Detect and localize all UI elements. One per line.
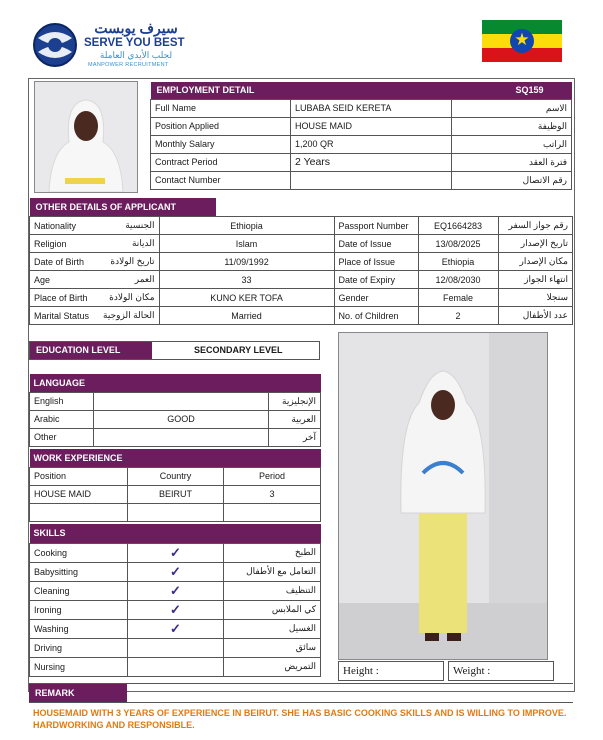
row-label: Contact Number [151, 171, 291, 189]
work-title: WORK EXPERIENCE [30, 449, 321, 467]
contract-value: 2 Years [291, 153, 452, 171]
row-label: Date of Expiry [334, 271, 418, 289]
skills-table [29, 524, 321, 677]
row-label-ar: آخر [269, 428, 321, 446]
skill-label-ar: الطبخ [224, 543, 321, 562]
employment-row [151, 99, 572, 117]
language-row [30, 410, 321, 428]
portrait-figure-icon [35, 82, 137, 192]
row-label: Contract Period [151, 153, 291, 171]
skill-label-ar: التنظيف [224, 581, 321, 600]
row-label-ar: عدد الأطفال [498, 307, 572, 325]
row-label-ar: الحالة الزوجية [93, 307, 159, 325]
row-label-ar: تاريخ الإصدار [498, 235, 572, 253]
skill-row [30, 543, 321, 562]
row-label-ar: العمر [93, 271, 159, 289]
check-icon [128, 638, 224, 657]
check-icon [128, 657, 224, 676]
column-header: Period [224, 467, 321, 485]
row-label: Passport Number [334, 217, 418, 235]
skills-title: SKILLS [30, 524, 321, 543]
row-label-ar: الإنجليزية [269, 392, 321, 410]
age-value: 33 [159, 271, 334, 289]
skill-label-ar: التمريض [224, 657, 321, 676]
other-language-value [94, 428, 269, 446]
education-value: SECONDARY LEVEL [194, 345, 283, 355]
issue-place-value: Ethiopia [418, 253, 498, 271]
row-label-ar: الوظيفة [452, 117, 572, 135]
other-row [30, 307, 573, 325]
education-label: EDUCATION LEVEL [30, 342, 152, 359]
passport-value: EQ1664283 [418, 217, 498, 235]
row-label: Full Name [151, 99, 291, 117]
period-cell: 3 [224, 485, 321, 503]
column-header: Position [30, 467, 128, 485]
row-label: Gender [334, 289, 418, 307]
birth-place-value: KUNO KER TOFA [159, 289, 334, 307]
nationality-value: Ethiopia [159, 217, 334, 235]
check-icon: ✓ [128, 581, 224, 600]
skill-label-ar: كي الملابس [224, 600, 321, 619]
check-icon: ✓ [128, 543, 224, 562]
other-row [30, 217, 573, 235]
skill-label: Ironing [30, 600, 128, 619]
row-label-ar: الديانة [93, 235, 159, 253]
skill-label: Driving [30, 638, 128, 657]
employment-title: EMPLOYMENT DETAIL [156, 85, 255, 96]
work-table [29, 449, 321, 522]
row-label: English [30, 392, 94, 410]
row-label: Monthly Salary [151, 135, 291, 153]
row-label-ar: رقم الاتصال [452, 171, 572, 189]
employment-header [151, 82, 572, 99]
row-label: Place of Issue [334, 253, 418, 271]
remark-section [29, 683, 573, 733]
skill-row [30, 600, 321, 619]
portrait-photo [34, 81, 138, 193]
language-table [29, 374, 321, 447]
remark-header [29, 683, 573, 703]
skill-label: Cleaning [30, 581, 128, 600]
height-box [338, 661, 444, 681]
row-label: Age [30, 271, 94, 289]
row-label: Place of Birth [30, 289, 94, 307]
check-icon: ✓ [128, 619, 224, 638]
other-row [30, 253, 573, 271]
other-details-table [29, 198, 573, 325]
row-label: Religion [30, 235, 94, 253]
logo-english: SERVE YOU BEST [84, 37, 185, 49]
row-label: Position Applied [151, 117, 291, 135]
other-header [30, 198, 573, 217]
education-box [29, 341, 320, 360]
row-label: Arabic [30, 410, 94, 428]
row-label: Marital Status [30, 307, 94, 325]
expiry-date-value: 12/08/2030 [418, 271, 498, 289]
language-row [30, 392, 321, 410]
remark-title: REMARK [29, 684, 127, 702]
language-row [30, 428, 321, 446]
employment-row [151, 153, 572, 171]
logo-arabic: سيرف يوبست [94, 20, 178, 36]
skill-row [30, 562, 321, 581]
row-label: Date of Issue [334, 235, 418, 253]
globe-logo-icon [32, 22, 78, 68]
gender-value: Female [418, 289, 498, 307]
other-row [30, 289, 573, 307]
skill-row [30, 657, 321, 676]
row-label: Other [30, 428, 94, 446]
work-row [30, 503, 321, 521]
check-icon: ✓ [128, 600, 224, 619]
skill-row [30, 581, 321, 600]
full-body-figure-icon [339, 333, 547, 659]
measurements-row [338, 661, 554, 681]
ethiopia-flag-icon: ★ [482, 20, 562, 62]
employment-row [151, 117, 572, 135]
skill-label: Nursing [30, 657, 128, 676]
height-label: Height : [343, 665, 379, 677]
position-cell: HOUSE MAID [30, 485, 128, 503]
column-header: Country [128, 467, 224, 485]
row-label-ar: العربية [269, 410, 321, 428]
work-row [30, 485, 321, 503]
logo-sub: MANPOWER RECRUITMENT [88, 62, 169, 68]
agency-logo [32, 20, 192, 68]
row-label: Nationality [30, 217, 94, 235]
row-label-ar: تاريخ الولادة [93, 253, 159, 271]
birth-date-value: 11/09/1992 [159, 253, 334, 271]
marital-value: Married [159, 307, 334, 325]
children-value: 2 [418, 307, 498, 325]
row-label-ar: انتهاء الجواز [498, 271, 572, 289]
other-title: OTHER DETAILS OF APPLICANT [30, 198, 216, 216]
row-label-ar: رقم جواز السفر [498, 217, 572, 235]
check-icon: ✓ [128, 562, 224, 581]
religion-value: Islam [159, 235, 334, 253]
logo-arabic-sub: لجلب الأيدي العاملة [99, 50, 173, 60]
row-label: No. of Children [334, 307, 418, 325]
remark-text: HOUSEMAID WITH 3 YEARS OF EXPERIENCE IN BEIRUT. SHE HAS BASIC COOKING SKILLS AND IS WILLING TO IMPROVE. HARDWORKING AND RESPONSIBLE. [33, 708, 567, 730]
other-row [30, 271, 573, 289]
reference-code: SQ159 [515, 85, 544, 96]
salary-value: 1,200 QR [291, 135, 452, 153]
english-value [94, 392, 269, 410]
skill-row [30, 619, 321, 638]
full-body-photo [338, 332, 548, 660]
country-cell: BEIRUT [128, 485, 224, 503]
row-label: Date of Birth [30, 253, 94, 271]
country-cell [128, 503, 224, 521]
row-label-ar: الاسم [452, 99, 572, 117]
skill-label-ar: سائق [224, 638, 321, 657]
weight-box [448, 661, 554, 681]
row-label-ar: مكان الإصدار [498, 253, 572, 271]
row-label-ar: فترة العقد [452, 153, 572, 171]
row-label-ar: الراتب [452, 135, 572, 153]
skill-label: Washing [30, 619, 128, 638]
row-label-ar: سنجلا [498, 289, 572, 307]
work-header-row [30, 467, 321, 485]
skill-label: Babysitting [30, 562, 128, 581]
issue-date-value: 13/08/2025 [418, 235, 498, 253]
skill-label-ar: الغسيل [224, 619, 321, 638]
position-cell [30, 503, 128, 521]
language-title: LANGUAGE [30, 374, 321, 392]
row-label-ar: الجنسية [93, 217, 159, 235]
skill-label: Cooking [30, 543, 128, 562]
period-cell [224, 503, 321, 521]
other-row [30, 235, 573, 253]
position-value: HOUSE MAID [291, 117, 452, 135]
employment-row [151, 135, 572, 153]
employment-row [151, 171, 572, 189]
contact-value [291, 171, 452, 189]
skill-label-ar: التعامل مع الأطفال [224, 562, 321, 581]
full-name-value: LUBABA SEID KERETA [291, 99, 452, 117]
arabic-value: GOOD [94, 410, 269, 428]
weight-label: Weight : [453, 665, 491, 677]
row-label-ar: مكان الولادة [93, 289, 159, 307]
employment-table [150, 82, 572, 190]
skill-row [30, 638, 321, 657]
